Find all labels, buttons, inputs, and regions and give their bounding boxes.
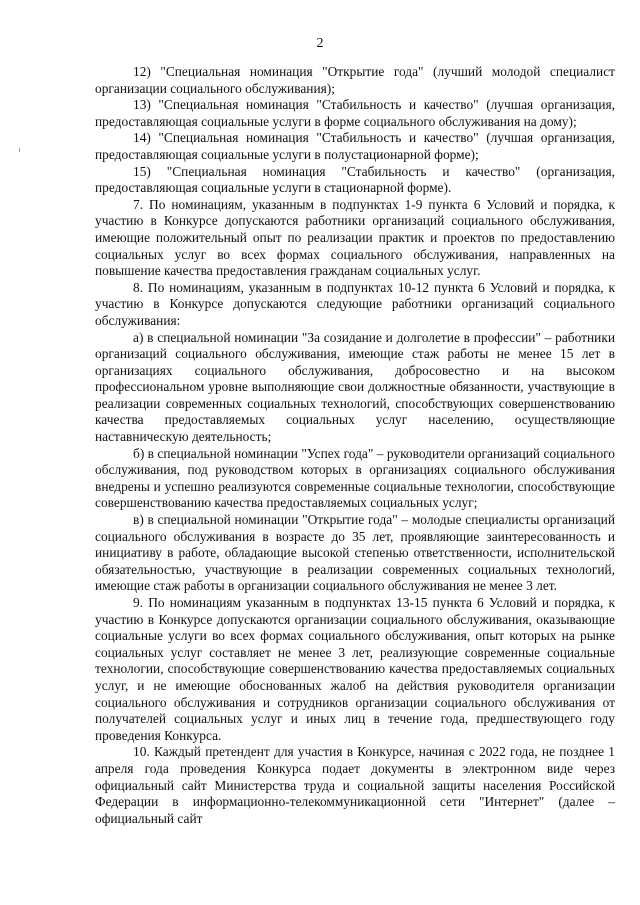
paragraph-subclause-v: в) в специальной номинации "Открытие года" – молодые специалисты организаций социального обслуживания в возрасте до 35 лет, проявляющие заинтересованность и инициативу в работе, обладающие высокой степенью ответственности, исполнительской обязательностью, участвующие в реализации современных социальных технологий, имеющие стаж работы в организации социального обслуживания не менее 3 лет. bbox=[95, 512, 615, 594]
paragraph-item-12: 12) "Специальная номинация "Открытие года" (лучший молодой специалист организации социального обслуживания); bbox=[95, 64, 615, 96]
paragraph-clause-10: 10. Каждый претендент для участия в Конкурсе, начиная с 2022 года, не позднее 1 апреля года проведения Конкурса подает документы в электронном виде через официальный сайт Министерства труда и социальной защиты населения Российской Федерации в информационно-телекоммуникационной сети "Интернет" (далее – официальный сайт bbox=[95, 744, 615, 826]
paragraph-clause-9: 9. По номинациям указанным в подпунктах 13-15 пункта 6 Условий и порядка, к участию в Конкурсе допускаются организации социального обслуживания, оказывающие социальные услуги во всех формах социального обслуживания, опыт которых на рынке социальных услуг составляет не менее 3 лет, реализующие современные социальные технологии, способствующие совершенствованию качества предоставляемых социальных услуг, и не имеющие обоснованных жалоб на действия руководителя организации социального обслуживания и сотрудников организации социального обслуживания от получателей социальных услуг и иных лиц в течение года, предшествующего году проведения Конкурса. bbox=[95, 595, 615, 743]
margin-mark bbox=[19, 148, 20, 152]
paragraph-subclause-a: а) в специальной номинации "За созидание и долголетие в профессии" – работники организаций социального обслуживания, имеющие стаж работы не менее 15 лет в организациях социального обслуживания, добросовестно и на высоком профессиональном уровне выполняющие свои должностные обязанности, участвующие в реализации современных социальных технологий, способствующих совершенствованию качества предоставляемых социальных услуг населению, осуществляющие наставническую деятельность; bbox=[95, 329, 615, 445]
page-number: 2 bbox=[316, 36, 324, 51]
paragraph-clause-8: 8. По номинациям, указанным в подпунктах 10-12 пункта 6 Условий и порядка, к участию в Конкурсе допускаются следующие работники организаций социального обслуживания: bbox=[95, 279, 615, 328]
paragraph-clause-7: 7. По номинациям, указанным в подпунктах 1-9 пункта 6 Условий и порядка, к участию в Конкурсе допускаются работники организаций социального обслуживания, имеющие положительный опыт по реализации практик и проектов по предоставлению социальных услуг во всех формах социального обслуживания, направленных на повышение качества предоставления гражданам социальных услуг. bbox=[95, 196, 615, 279]
paragraph-item-14: 14) "Специальная номинация "Стабильность и качество" (лучшая организация, предоставляющая социальные услуги в полустационарной форме); bbox=[95, 130, 615, 162]
paragraph-subclause-b: б) в специальной номинации "Успех года" – руководители организаций социального обслуживания, под руководством которых в организациях социального обслуживания внедрены и успешно реализуются современные социальные технологии, способствующие совершенствованию качества предоставляемых социальных услуг; bbox=[95, 445, 615, 511]
paragraph-item-15: 15) "Специальная номинация "Стабильность и качество" (организация, предоставляющая социальные услуги в стационарной форме). bbox=[95, 163, 615, 196]
document-body bbox=[95, 64, 615, 827]
paragraph-item-13: 13) "Специальная номинация "Стабильность и качество" (лучшая организация, предоставляющая социальные услуги в форме социального обслуживания на дому); bbox=[95, 97, 615, 129]
